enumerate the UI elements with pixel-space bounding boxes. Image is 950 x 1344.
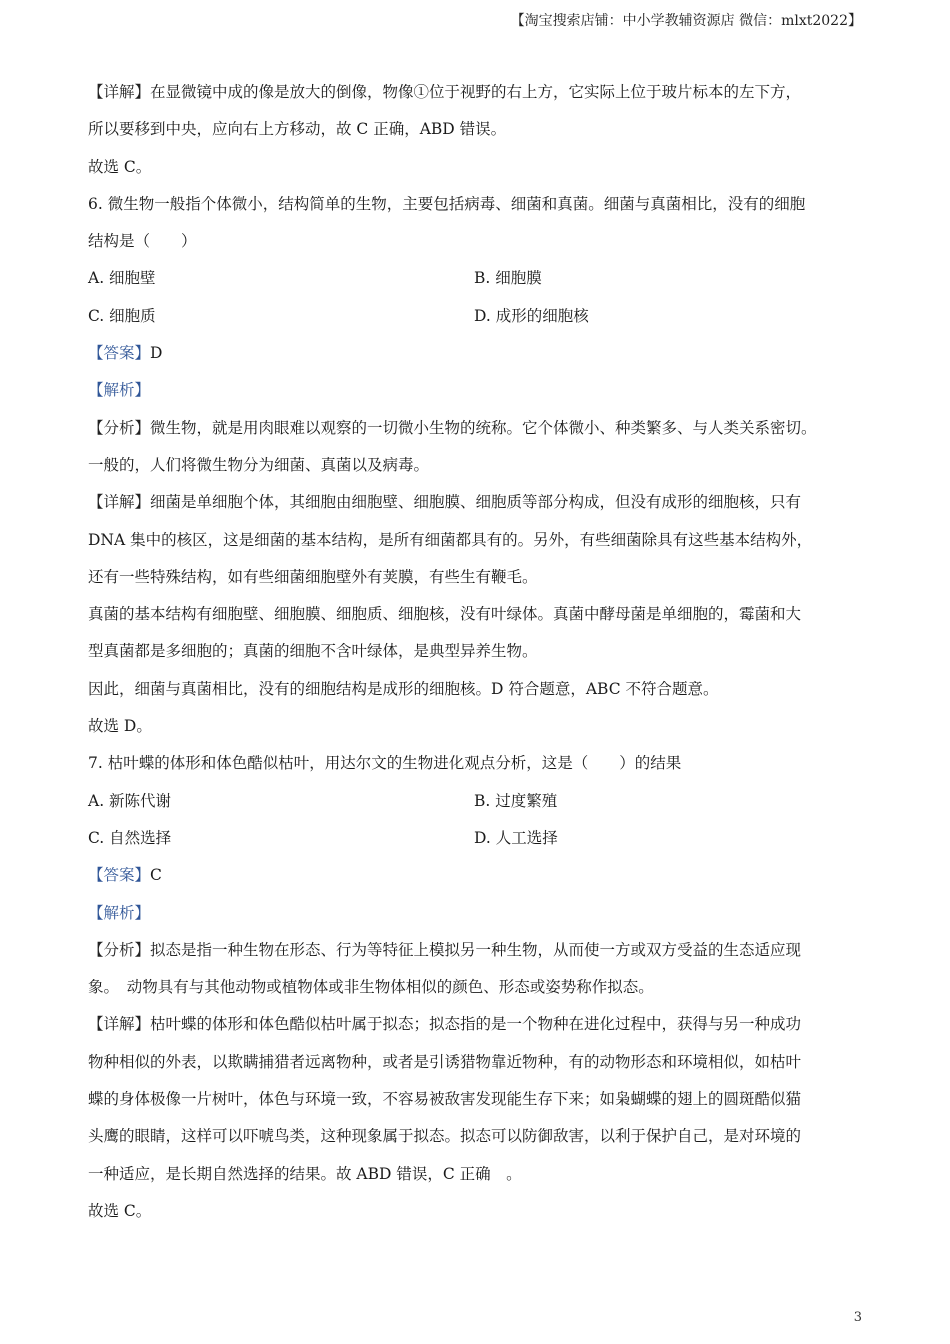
paragraph-text: 故选 D。 bbox=[88, 717, 152, 736]
paragraph bbox=[88, 223, 868, 260]
paragraph-text: 象。 动物具有与其他动物或植物体或非生物体相似的颜色、形态或姿势称作拟态。 bbox=[88, 978, 654, 997]
answer-option: D. 成形的细胞核 bbox=[474, 306, 589, 325]
paragraph bbox=[88, 559, 868, 596]
answer-option: C. 细胞质 bbox=[88, 306, 156, 325]
paragraph bbox=[88, 522, 868, 559]
paragraph-text: 故选 C。 bbox=[88, 157, 152, 176]
section-tag: 【答案】 bbox=[88, 344, 151, 363]
paragraph bbox=[88, 149, 868, 186]
paragraph bbox=[88, 74, 868, 111]
section-tag: 【详解】 bbox=[88, 493, 151, 512]
paragraph bbox=[88, 447, 868, 484]
paragraph bbox=[88, 895, 868, 932]
paragraph bbox=[88, 484, 868, 521]
answer-option: B. 细胞膜 bbox=[474, 269, 542, 288]
section-tag: 【解析】 bbox=[88, 381, 151, 400]
paragraph-text: 蝶的身体极像一片树叶，体色与环境一致，不容易被敌害发现能生存下来；如枭蝴蝶的翅上的圆斑酷似猫 bbox=[88, 1090, 802, 1109]
paragraph-text: D bbox=[150, 344, 163, 363]
paragraph bbox=[88, 969, 868, 1006]
paragraph-text: 头鹰的眼睛，这样可以吓唬鸟类，这种现象属于拟态。拟态可以防御敌害，以利于保护自己，是对环境的 bbox=[88, 1127, 802, 1146]
section-tag: 【解析】 bbox=[88, 903, 151, 922]
paragraph bbox=[88, 335, 868, 372]
paragraph-text: 枯叶蝶的体形和体色酷似枯叶属于拟态；拟态指的是一个物种在进化过程中，获得与另一种成功 bbox=[150, 1015, 802, 1034]
paragraph bbox=[88, 932, 868, 969]
paragraph bbox=[88, 410, 868, 447]
answer-option: B. 过度繁殖 bbox=[474, 791, 558, 810]
paragraph bbox=[88, 186, 868, 223]
section-tag: 【详解】 bbox=[88, 83, 151, 101]
paragraph-text: 型真菌都是多细胞的；真菌的细胞不含叶绿体，是典型异养生物。 bbox=[88, 642, 538, 661]
options-row bbox=[88, 783, 868, 820]
paragraph-text: 故选 C。 bbox=[88, 1201, 152, 1220]
paragraph bbox=[88, 745, 868, 782]
options-row bbox=[88, 298, 868, 335]
paragraph bbox=[88, 1156, 868, 1193]
paragraph bbox=[88, 708, 868, 745]
paragraph bbox=[88, 1081, 868, 1118]
paragraph-text: 一般的，人们将微生物分为细菌、真菌以及病毒。 bbox=[88, 455, 430, 474]
paragraph-text: 物种相似的外表，以欺瞒捕猎者远离物种，或者是引诱猎物靠近物种，有的动物形态和环境相似，如枯叶 bbox=[88, 1052, 802, 1071]
paragraph-text: 细菌是单细胞个体，其细胞由细胞壁、细胞膜、细胞质等部分构成，但没有成形的细胞核，只有 bbox=[150, 493, 802, 512]
options-row bbox=[88, 260, 868, 297]
paragraph bbox=[88, 372, 868, 409]
paragraph bbox=[88, 633, 868, 670]
paragraph-text: 真菌的基本结构有细胞壁、细胞膜、细胞质、细胞核，没有叶绿体。真菌中酵母菌是单细胞的，霉菌和大 bbox=[88, 605, 802, 624]
paragraph-text: 7. 枯叶蝶的体形和体色酷似枯叶，用达尔文的生物进化观点分析，这是（ ）的结果 bbox=[88, 754, 682, 773]
page-header: 【淘宝搜索店铺：中小学教辅资源店 微信：mlxt2022】 bbox=[510, 13, 862, 29]
paragraph-text: 在显微镜中成的像是放大的倒像，物像①位于视野的右上方，它实际上位于玻片标本的左下方， bbox=[150, 83, 802, 101]
document-body bbox=[88, 74, 868, 1230]
paragraph-text: 一种适应，是长期自然选择的结果。故 ABD 错误，C 正确 。 bbox=[88, 1164, 522, 1183]
paragraph bbox=[88, 857, 868, 894]
paragraph-text: 拟态是指一种生物在形态、行为等特征上模拟另一种生物，从而使一方或双方受益的生态适应现 bbox=[150, 940, 802, 959]
paragraph bbox=[88, 1044, 868, 1081]
answer-option: C. 自然选择 bbox=[88, 828, 172, 847]
paragraph-text: 结构是（ ） bbox=[88, 232, 197, 251]
section-tag: 【分析】 bbox=[88, 940, 151, 959]
answer-option: A. 细胞壁 bbox=[88, 269, 156, 288]
paragraph-text: 因此，细菌与真菌相比，没有的细胞结构是成形的细胞核。D 符合题意，ABC 不符合题意。 bbox=[88, 679, 719, 698]
section-tag: 【分析】 bbox=[88, 418, 151, 437]
page-number: 3 bbox=[853, 1310, 862, 1325]
paragraph-text: DNA 集中的核区，这是细菌的基本结构，是所有细菌都具有的。另外，有些细菌除具有这些基本结构外， bbox=[88, 530, 813, 549]
paragraph-text: 微生物，就是用肉眼难以观察的一切微小生物的统称。它个体微小、种类繁多、与人类关系密切。 bbox=[150, 418, 817, 437]
answer-option: A. 新陈代谢 bbox=[88, 791, 172, 810]
options-row bbox=[88, 820, 868, 857]
section-tag: 【详解】 bbox=[88, 1015, 151, 1034]
answer-option: D. 人工选择 bbox=[474, 828, 558, 847]
paragraph bbox=[88, 1006, 868, 1043]
paragraph bbox=[88, 1118, 868, 1155]
paragraph-text: C bbox=[150, 866, 162, 885]
paragraph bbox=[88, 671, 868, 708]
paragraph bbox=[88, 111, 868, 148]
paragraph bbox=[88, 596, 868, 633]
paragraph-text: 还有一些特殊结构，如有些细菌细胞壁外有荚膜，有些生有鞭毛。 bbox=[88, 567, 538, 586]
paragraph-text: 所以要移到中央，应向右上方移动，故 C 正确，ABD 错误。 bbox=[88, 120, 507, 139]
paragraph-text: 6. 微生物一般指个体微小，结构简单的生物，主要包括病毒、细菌和真菌。细菌与真菌相比，没有的细胞 bbox=[88, 194, 806, 213]
paragraph bbox=[88, 1193, 868, 1230]
section-tag: 【答案】 bbox=[88, 866, 151, 885]
